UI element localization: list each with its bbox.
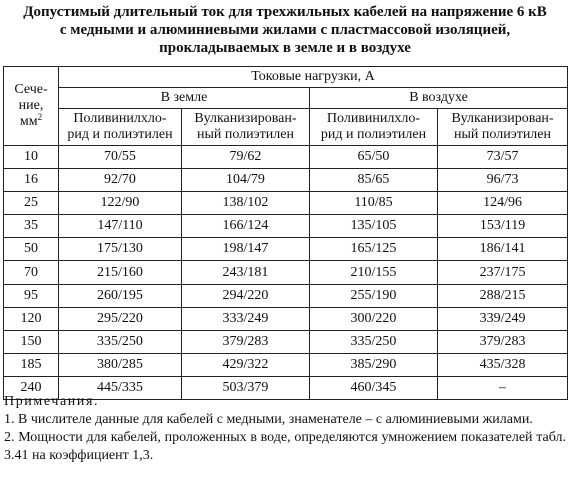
table-row — [4, 192, 568, 215]
header-section-sup: 2 — [37, 112, 43, 122]
cell-air-vulc: – — [438, 376, 568, 399]
cell-air-pvc: 165/125 — [310, 238, 438, 261]
cell-air-vulc: 237/175 — [438, 261, 568, 284]
cell-air-vulc: 435/328 — [438, 353, 568, 376]
header-section — [4, 67, 59, 146]
cell-ground-vulc: 503/379 — [182, 376, 310, 399]
header-air-pvc — [310, 109, 438, 146]
cell-air-vulc: 73/57 — [438, 146, 568, 169]
cell-air-vulc: 96/73 — [438, 169, 568, 192]
header-ground-vulc — [182, 109, 310, 146]
cell-air-pvc: 460/345 — [310, 376, 438, 399]
cell-section: 10 — [4, 146, 59, 169]
cell-ground-vulc: 79/62 — [182, 146, 310, 169]
cell-air-vulc: 124/96 — [438, 192, 568, 215]
document-page — [0, 2, 571, 489]
table-row — [4, 261, 568, 284]
cell-section: 25 — [4, 192, 59, 215]
table-row — [4, 284, 568, 307]
cell-air-pvc: 335/250 — [310, 330, 438, 353]
cell-section: 150 — [4, 330, 59, 353]
cell-section: 185 — [4, 353, 59, 376]
cell-ground-vulc: 198/147 — [182, 238, 310, 261]
cell-ground-vulc: 333/249 — [182, 307, 310, 330]
cell-air-pvc: 255/190 — [310, 284, 438, 307]
cell-air-vulc: 186/141 — [438, 238, 568, 261]
cell-ground-pvc: 445/335 — [59, 376, 182, 399]
header-ground-pvc-line-2: рид и полиэтилен — [67, 127, 173, 142]
header-air-vulc — [438, 109, 568, 146]
header-group-ground: В земле — [59, 88, 310, 109]
table-row — [4, 146, 568, 169]
header-air-pvc-line-1: Поливинилхло- — [326, 111, 421, 126]
cell-ground-pvc: 147/110 — [59, 215, 182, 238]
table-row — [4, 307, 568, 330]
cell-section: 50 — [4, 238, 59, 261]
header-air-vulc-line-1: Вулканизирован- — [451, 111, 554, 126]
notes — [4, 393, 566, 465]
table-row — [4, 353, 568, 376]
header-section-line-1: Сече- — [14, 82, 48, 97]
header-air-pvc-line-2: рид и полиэтилен — [320, 127, 427, 142]
cell-ground-vulc: 294/220 — [182, 284, 310, 307]
note-item-1: 1. В числителе данные для кабелей с медными, знаменателе – с алюминиевыми жилами. — [4, 412, 533, 427]
cell-air-vulc: 288/215 — [438, 284, 568, 307]
cell-ground-pvc: 92/70 — [59, 169, 182, 192]
table-row — [4, 238, 568, 261]
cell-ground-pvc: 215/160 — [59, 261, 182, 284]
title-line-2: с медными и алюминиевыми жилами с пластмассовой изоляцией, — [59, 22, 511, 38]
cell-section: 16 — [4, 169, 59, 192]
cell-section: 35 — [4, 215, 59, 238]
table-row — [4, 169, 568, 192]
header-ground-vulc-line-2: ный полиэтилен — [197, 127, 294, 142]
cell-ground-pvc: 70/55 — [59, 146, 182, 169]
table-title — [3, 2, 567, 57]
cell-air-pvc: 110/85 — [310, 192, 438, 215]
cell-section: 240 — [4, 376, 59, 399]
cell-ground-pvc: 380/285 — [59, 353, 182, 376]
cell-ground-vulc: 166/124 — [182, 215, 310, 238]
cell-ground-pvc: 335/250 — [59, 330, 182, 353]
cell-ground-vulc: 243/181 — [182, 261, 310, 284]
cell-section: 120 — [4, 307, 59, 330]
header-section-unit: мм — [19, 114, 38, 129]
notes-heading: Примечания. — [4, 394, 100, 409]
title-line-3: прокладываемых в земле и в воздухе — [159, 40, 411, 56]
cell-air-pvc: 85/65 — [310, 169, 438, 192]
header-air-vulc-line-2: ный полиэтилен — [454, 127, 552, 142]
header-ground-pvc-line-1: Поливинилхло- — [73, 111, 167, 126]
cell-air-pvc: 385/290 — [310, 353, 438, 376]
table-row — [4, 215, 568, 238]
cell-ground-pvc: 260/195 — [59, 284, 182, 307]
cell-air-vulc: 153/119 — [438, 215, 568, 238]
cell-air-vulc: 339/249 — [438, 307, 568, 330]
cell-air-vulc: 379/283 — [438, 330, 568, 353]
cell-section: 70 — [4, 261, 59, 284]
header-ground-pvc — [59, 109, 182, 146]
cell-ground-vulc: 379/283 — [182, 330, 310, 353]
note-item-2: 2. Мощности для кабелей, проложенных в воде, определяются умножением показателей табл. 3.41 на коэффициент 1,3. — [4, 430, 566, 463]
current-table — [3, 66, 568, 400]
cell-air-pvc: 65/50 — [310, 146, 438, 169]
cell-ground-vulc: 104/79 — [182, 169, 310, 192]
header-section-line-2: ние, — [18, 98, 44, 113]
cell-ground-pvc: 122/90 — [59, 192, 182, 215]
cell-air-pvc: 210/155 — [310, 261, 438, 284]
title-line-1: Допустимый длительный ток для трехжильных кабелей на напряжение 6 кВ — [23, 4, 547, 20]
header-ground-vulc-line-1: Вулканизирован- — [194, 111, 297, 126]
table-row — [4, 330, 568, 353]
cell-ground-pvc: 295/220 — [59, 307, 182, 330]
cell-ground-vulc: 138/102 — [182, 192, 310, 215]
cell-section: 95 — [4, 284, 59, 307]
header-section-line-3 — [4, 114, 58, 130]
cell-ground-vulc: 429/322 — [182, 353, 310, 376]
cell-air-pvc: 300/220 — [310, 307, 438, 330]
cell-ground-pvc: 175/130 — [59, 238, 182, 261]
header-group-air: В воздухе — [310, 88, 568, 109]
header-load: Токовые нагрузки, А — [59, 67, 568, 88]
cell-air-pvc: 135/105 — [310, 215, 438, 238]
